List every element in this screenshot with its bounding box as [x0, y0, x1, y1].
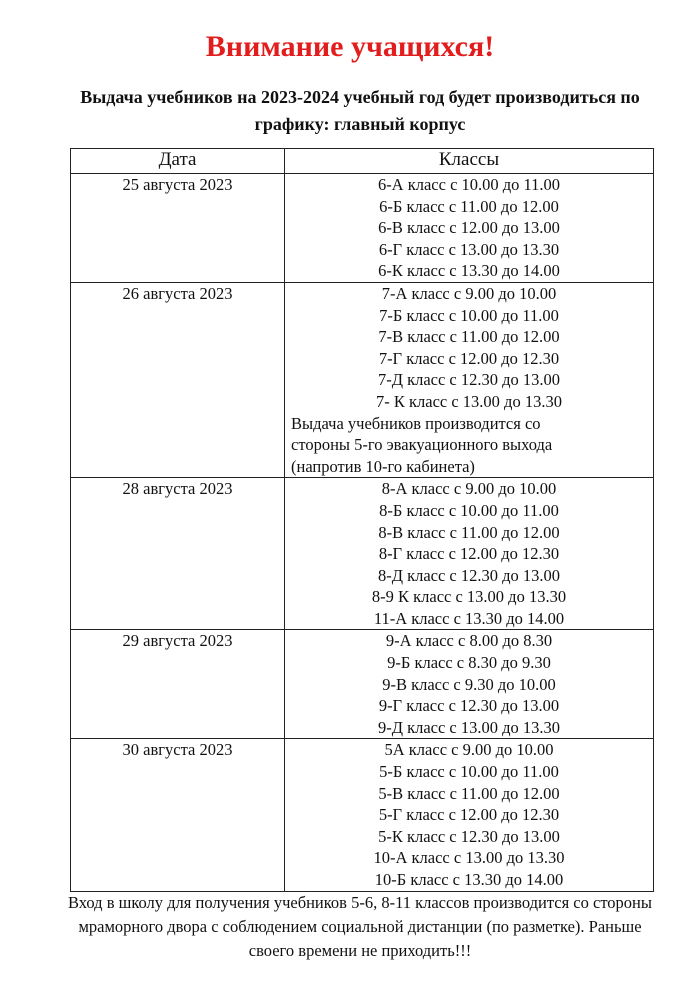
table-row [71, 478, 654, 630]
class-slot: 10-А класс с 13.00 до 13.30 [373, 848, 565, 868]
table-row [71, 282, 654, 477]
class-slot: 5-К класс с 12.30 до 13.00 [378, 826, 560, 846]
table-header-row [71, 149, 654, 174]
class-slot: 7-В класс с 11.00 до 12.00 [378, 327, 560, 347]
class-slot: 8-В класс с 11.00 до 12.00 [378, 522, 560, 542]
class-slot: 5-В класс с 11.00 до 12.00 [378, 783, 560, 803]
class-slot: 8-Б класс с 10.00 до 11.00 [379, 500, 559, 520]
pickup-note-line: Выдача учебников производится со [291, 413, 541, 433]
table-row [71, 630, 654, 739]
class-slot: 11-А класс с 13.30 до 14.00 [373, 608, 565, 628]
page-title: Внимание учащихся! [205, 30, 495, 63]
class-slot: 9-В класс с 9.30 до 10.00 [382, 674, 556, 694]
class-slot: 9-А класс с 8.00 до 8.30 [385, 631, 553, 651]
class-slot: 6-Г класс с 13.00 до 13.30 [378, 239, 560, 259]
class-slot: 8-9 К класс с 13.00 до 13.30 [371, 587, 567, 607]
table-row [71, 174, 654, 283]
classes-cell [285, 739, 654, 891]
pickup-note-line: (напротив 10-го кабинета) [291, 456, 475, 476]
class-slot: 5-Г класс с 12.00 до 12.30 [378, 805, 560, 825]
page-subtitle: Выдача учебников на 2023-2024 учебный год будет производиться по графику: главный корпус [80, 87, 640, 134]
date-cell: 28 августа 2023 [71, 478, 285, 630]
class-slot: 7-Г класс с 12.00 до 12.30 [378, 348, 560, 368]
date-cell: 25 августа 2023 [71, 174, 285, 283]
class-slot: 8-Г класс с 12.00 до 12.30 [378, 544, 560, 564]
class-slot: 9-Д класс с 13.00 до 13.30 [377, 717, 561, 737]
class-slot: 6-А класс с 10.00 до 11.00 [377, 175, 561, 194]
schedule-table [70, 148, 654, 892]
date-cell: 30 августа 2023 [71, 739, 285, 891]
footer-note: Вход в школу для получения учебников 5-6, 8-11 классов производится со стороны мраморного двора с соблюдением социальной дистанции (по разметке). Раньше своего времени не приходить!!! [68, 893, 652, 960]
class-slot: 8-Д класс с 12.30 до 13.00 [377, 565, 561, 585]
table-row [71, 739, 654, 891]
class-slot: 7-Б класс с 10.00 до 11.00 [379, 305, 559, 325]
column-header-date: Дата [71, 149, 285, 174]
class-slot: 5-Б класс с 10.00 до 11.00 [379, 762, 559, 782]
class-slot: 9-Г класс с 12.30 до 13.00 [378, 696, 560, 716]
class-slot: 6-В класс с 12.00 до 13.00 [378, 218, 560, 238]
column-header-classes: Классы [285, 149, 654, 174]
class-slot: 6-К класс с 13.30 до 14.00 [378, 261, 560, 281]
class-slot: 9-Б класс с 8.30 до 9.30 [387, 653, 551, 673]
classes-cell [285, 282, 654, 477]
classes-cell [285, 630, 654, 739]
class-slot: 7-Д класс с 12.30 до 13.00 [377, 370, 561, 390]
class-slot: 7- К класс с 13.00 до 13.30 [376, 391, 562, 411]
classes-cell [285, 478, 654, 630]
class-slot: 8-А класс с 9.00 до 10.00 [381, 479, 557, 499]
pickup-note-line: стороны 5-го эвакуационного выхода [291, 435, 553, 455]
schedule-body [71, 174, 654, 892]
class-slot: 7-А класс с 9.00 до 10.00 [381, 283, 557, 303]
class-slot: 10-Б класс с 13.30 до 14.00 [374, 870, 564, 889]
date-cell: 26 августа 2023 [71, 282, 285, 477]
class-slot: 6-Б класс с 11.00 до 12.00 [379, 196, 559, 216]
class-slot: 5А класс с 9.00 до 10.00 [384, 740, 554, 760]
date-cell: 29 августа 2023 [71, 630, 285, 739]
classes-cell [285, 174, 654, 283]
